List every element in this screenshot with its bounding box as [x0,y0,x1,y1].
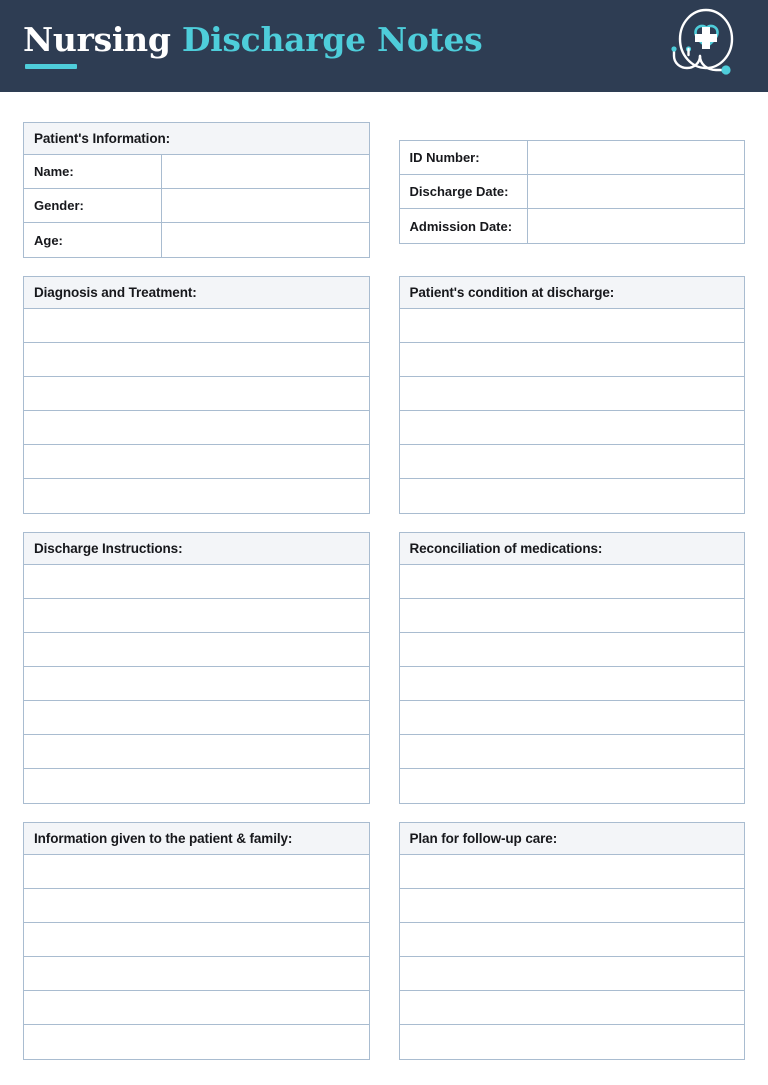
table-row [400,141,745,175]
write-line[interactable] [400,701,745,735]
section-header [24,277,369,309]
write-line[interactable] [24,957,369,991]
admission-date-label: Admission Date: [400,209,528,243]
write-line[interactable] [400,445,745,479]
medical-cross-heart-stethoscope-icon [662,7,740,85]
write-line[interactable] [400,377,745,411]
patient-name-label: Name: [24,155,162,188]
patient-name-field[interactable] [162,155,369,188]
band-patient-details [23,122,745,258]
section-header [24,533,369,565]
id-number-field[interactable] [528,141,744,174]
section-write-area[interactable] [400,565,745,803]
write-line[interactable] [24,1025,369,1059]
write-line[interactable] [24,377,369,411]
section-header-label: Discharge Instructions: [34,541,183,556]
section-header-label: Diagnosis and Treatment: [34,285,197,300]
write-line[interactable] [400,565,745,599]
write-line[interactable] [400,991,745,1025]
write-line[interactable] [400,957,745,991]
write-line[interactable] [400,479,745,513]
admission-details-table [399,140,746,244]
section-header [400,277,745,309]
discharge-date-label: Discharge Date: [400,175,528,208]
table-row [24,155,369,189]
band-instructions-medications [23,532,745,804]
write-line[interactable] [400,769,745,803]
section-header-label: Reconciliation of medications: [409,541,603,556]
write-line[interactable] [400,343,745,377]
band-information-followup [23,822,745,1060]
patient-age-field[interactable] [162,223,369,257]
section-write-area[interactable] [24,309,369,513]
section-header [24,823,369,855]
section-reconciliation-of-medications [399,532,746,804]
id-number-label: ID Number: [400,141,528,174]
write-line[interactable] [24,411,369,445]
write-line[interactable] [400,633,745,667]
page-header [0,0,768,92]
write-line[interactable] [400,735,745,769]
write-line[interactable] [24,343,369,377]
write-line[interactable] [400,923,745,957]
section-header [400,533,745,565]
write-line[interactable] [24,991,369,1025]
section-write-area[interactable] [400,855,745,1059]
write-line[interactable] [400,855,745,889]
write-line[interactable] [24,923,369,957]
write-line[interactable] [24,565,369,599]
section-plan-for-follow-up-care [399,822,746,1060]
write-line[interactable] [400,1025,745,1059]
write-line[interactable] [400,411,745,445]
section-write-area[interactable] [24,565,369,803]
write-line[interactable] [24,479,369,513]
page-title-secondary: Discharge Notes [181,19,483,59]
band-diagnosis-condition [23,276,745,514]
section-diagnosis-and-treatment [23,276,370,514]
write-line[interactable] [400,309,745,343]
title-underline-accent [25,64,77,69]
patient-information-table [23,122,370,258]
discharge-date-field[interactable] [528,175,744,208]
section-header [400,823,745,855]
patient-gender-label: Gender: [24,189,162,222]
section-header-label: Plan for follow-up care: [409,831,558,846]
patient-gender-field[interactable] [162,189,369,222]
write-line[interactable] [24,445,369,479]
write-line[interactable] [400,889,745,923]
write-line[interactable] [24,633,369,667]
page-title [23,19,483,70]
section-information-given-to-patient-and-family [23,822,370,1060]
write-line[interactable] [24,889,369,923]
patient-age-label: Age: [24,223,162,257]
section-discharge-instructions [23,532,370,804]
write-line[interactable] [24,599,369,633]
write-line[interactable] [24,701,369,735]
write-line[interactable] [400,667,745,701]
section-header-label: Patient's condition at discharge: [409,285,615,300]
write-line[interactable] [24,667,369,701]
admission-date-field[interactable] [528,209,744,243]
page-title-primary: Nursing [23,19,171,59]
table-row [400,175,745,209]
write-line[interactable] [24,855,369,889]
section-patient-condition-at-discharge [399,276,746,514]
write-line[interactable] [400,599,745,633]
write-line[interactable] [24,309,369,343]
table-row [400,209,745,243]
table-row [24,223,369,257]
patient-information-header-label: Patient's Information: [34,131,171,146]
section-header-label: Information given to the patient & family: [34,831,293,846]
patient-information-header [24,123,369,155]
write-line[interactable] [24,735,369,769]
write-line[interactable] [24,769,369,803]
section-write-area[interactable] [24,855,369,1059]
table-row [24,189,369,223]
form-sheet [0,92,768,1060]
section-write-area[interactable] [400,309,745,513]
